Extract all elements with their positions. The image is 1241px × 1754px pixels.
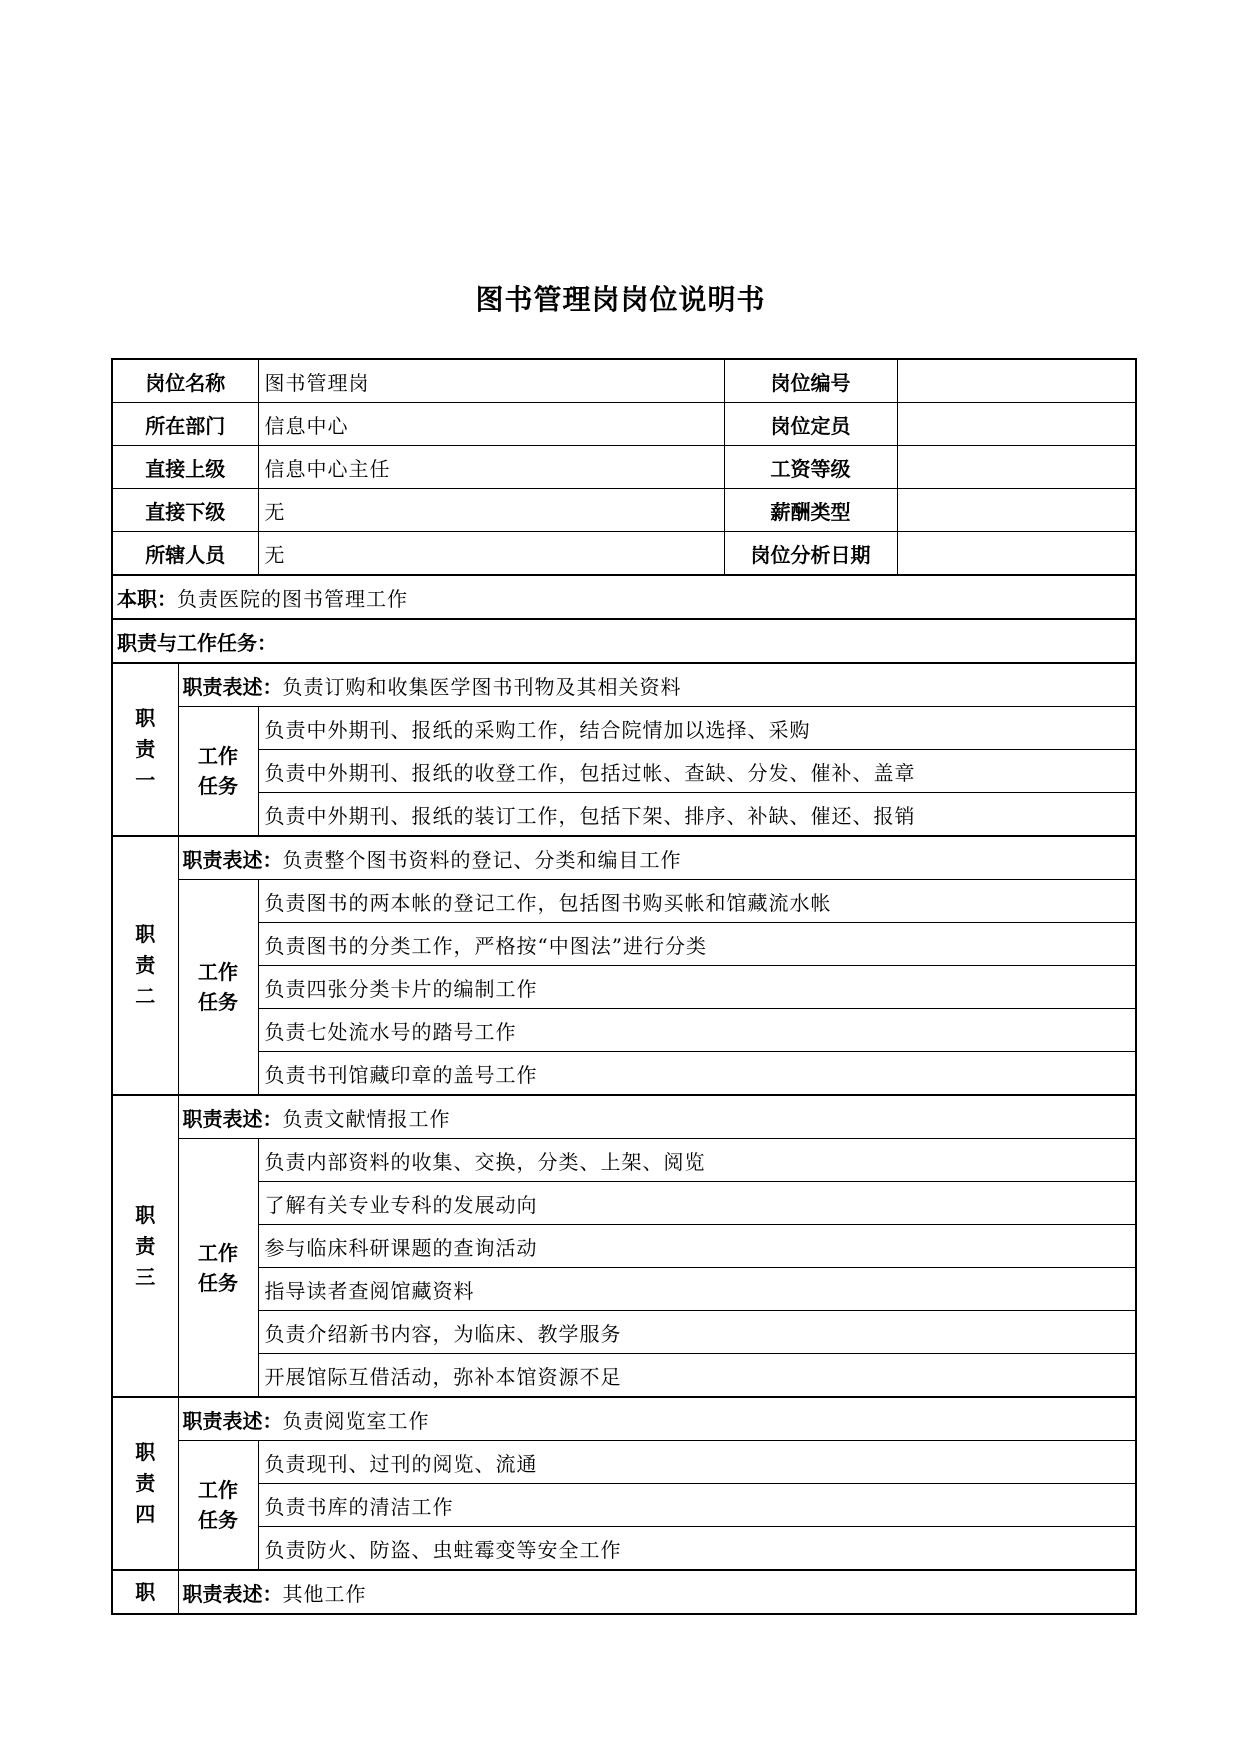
task-row bbox=[112, 750, 1136, 793]
task-row bbox=[112, 1052, 1136, 1096]
task-item: 负责中外期刊、报纸的装订工作，包括下架、排序、补缺、催还、报销 bbox=[258, 793, 1136, 837]
main-duty-value: 负责医院的图书管理工作 bbox=[177, 586, 408, 611]
task-item: 负责图书的两本帐的登记工作，包括图书购买帐和馆藏流水帐 bbox=[258, 880, 1136, 923]
task-row bbox=[112, 880, 1136, 923]
work-task-label-line: 工作 bbox=[198, 960, 238, 984]
task-row bbox=[112, 1225, 1136, 1268]
duty-name-char: 责 bbox=[135, 1233, 156, 1258]
duty-description-label: 职责表述： bbox=[182, 674, 283, 699]
info-label-right: 工资等级 bbox=[724, 446, 897, 489]
work-task-label bbox=[178, 707, 258, 837]
work-task-label-line: 工作 bbox=[198, 1478, 238, 1502]
duty-desc-row bbox=[112, 1570, 1136, 1614]
task-row bbox=[112, 1009, 1136, 1052]
duty-name-char: 责 bbox=[135, 737, 156, 761]
task-item: 负责七处流水号的踏号工作 bbox=[258, 1009, 1136, 1052]
duty-name bbox=[112, 663, 178, 836]
work-task-label-line: 任务 bbox=[198, 1508, 238, 1532]
task-item: 指导读者查阅馆藏资料 bbox=[258, 1268, 1136, 1311]
task-row bbox=[112, 793, 1136, 837]
work-task-label-line: 任务 bbox=[198, 990, 238, 1014]
info-label: 直接下级 bbox=[112, 489, 258, 532]
job-description-table bbox=[111, 358, 1137, 1615]
task-item: 负责内部资料的收集、交换，分类、上架、阅览 bbox=[258, 1139, 1136, 1182]
info-value-right bbox=[897, 359, 1136, 403]
info-row bbox=[112, 446, 1136, 489]
info-label: 所在部门 bbox=[112, 403, 258, 446]
info-label-right: 薪酬类型 bbox=[724, 489, 897, 532]
task-item: 负责中外期刊、报纸的收登工作，包括过帐、查缺、分发、催补、盖章 bbox=[258, 750, 1136, 793]
duties-header-row bbox=[112, 619, 1136, 663]
duty-name-char: 职 bbox=[135, 922, 156, 946]
info-label-right: 岗位定员 bbox=[724, 403, 897, 446]
info-value: 信息中心 bbox=[258, 403, 724, 446]
duty-description-text: 负责订购和收集医学图书刊物及其相关资料 bbox=[282, 674, 682, 699]
duty-description-label: 职责表述： bbox=[182, 1581, 283, 1606]
duty-name-char: 责 bbox=[135, 953, 156, 977]
duty-desc-row bbox=[112, 663, 1136, 707]
document-title: 图书管理岗岗位说明书 bbox=[475, 283, 766, 316]
duty-name-char: 责 bbox=[135, 1471, 156, 1495]
info-label-right: 岗位分析日期 bbox=[724, 532, 897, 576]
duty-description-label: 职责表述： bbox=[182, 847, 283, 872]
work-task-label bbox=[178, 880, 258, 1096]
info-label: 所辖人员 bbox=[112, 532, 258, 576]
duty-description-text: 负责文献情报工作 bbox=[282, 1106, 451, 1131]
work-task-label bbox=[178, 1139, 258, 1398]
info-value-right bbox=[897, 446, 1136, 489]
work-task-label-line: 任务 bbox=[198, 774, 238, 798]
task-item: 负责现刊、过刊的阅览、流通 bbox=[258, 1441, 1136, 1484]
duty-desc-row bbox=[112, 836, 1136, 880]
info-value-right bbox=[897, 403, 1136, 446]
main-duty-row bbox=[112, 575, 1136, 619]
info-value: 信息中心主任 bbox=[258, 446, 724, 489]
main-duty-label: 本职： bbox=[117, 586, 177, 611]
info-value: 无 bbox=[258, 532, 724, 576]
task-row bbox=[112, 1354, 1136, 1398]
info-value-right bbox=[897, 532, 1136, 576]
task-row bbox=[112, 707, 1136, 750]
task-row bbox=[112, 1441, 1136, 1484]
duty-name-char: 一 bbox=[135, 768, 156, 792]
task-item: 负责防火、防盗、虫蛀霉变等安全工作 bbox=[258, 1527, 1136, 1571]
task-item: 负责图书的分类工作，严格按“中图法”进行分类 bbox=[258, 923, 1136, 966]
info-row bbox=[112, 489, 1136, 532]
task-row bbox=[112, 1139, 1136, 1182]
task-item: 负责书刊馆藏印章的盖号工作 bbox=[258, 1052, 1136, 1096]
duty-description bbox=[178, 836, 1136, 880]
task-item: 参与临床科研课题的查询活动 bbox=[258, 1225, 1136, 1268]
info-value-right bbox=[897, 489, 1136, 532]
duty-name bbox=[112, 836, 178, 1095]
duty-description-text: 其他工作 bbox=[282, 1581, 367, 1606]
duty-name-char: 职 bbox=[135, 706, 156, 730]
duty-name-char: 职 bbox=[112, 1570, 178, 1614]
task-row bbox=[112, 1311, 1136, 1354]
duty-description bbox=[178, 1095, 1136, 1139]
duty-name-char: 职 bbox=[135, 1202, 156, 1227]
info-label: 直接上级 bbox=[112, 446, 258, 489]
task-row bbox=[112, 1268, 1136, 1311]
duties-header: 职责与工作任务： bbox=[112, 619, 1136, 663]
duty-name-char: 四 bbox=[135, 1502, 156, 1526]
work-task-label-line: 工作 bbox=[198, 1240, 238, 1265]
task-item: 负责中外期刊、报纸的采购工作，结合院情加以选择、采购 bbox=[258, 707, 1136, 750]
duty-name-char: 三 bbox=[135, 1264, 156, 1289]
duty-description-text: 负责阅览室工作 bbox=[282, 1408, 430, 1433]
info-label: 岗位名称 bbox=[112, 359, 258, 403]
work-task-label-line: 任务 bbox=[198, 1270, 238, 1295]
task-item: 负责书库的清洁工作 bbox=[258, 1484, 1136, 1527]
task-row bbox=[112, 1182, 1136, 1225]
info-label-right: 岗位编号 bbox=[724, 359, 897, 403]
task-row bbox=[112, 1484, 1136, 1527]
work-task-label bbox=[178, 1441, 258, 1571]
duty-name-char: 二 bbox=[135, 984, 156, 1008]
info-row bbox=[112, 532, 1136, 576]
duty-description-text: 负责整个图书资料的登记、分类和编目工作 bbox=[282, 847, 682, 872]
info-row bbox=[112, 403, 1136, 446]
duty-desc-row bbox=[112, 1095, 1136, 1139]
duty-name bbox=[112, 1397, 178, 1570]
task-item: 开展馆际互借活动，弥补本馆资源不足 bbox=[258, 1354, 1136, 1398]
info-value: 图书管理岗 bbox=[258, 359, 724, 403]
duty-description bbox=[178, 1397, 1136, 1441]
info-row bbox=[112, 359, 1136, 403]
task-row bbox=[112, 966, 1136, 1009]
main-duty-cell bbox=[112, 575, 1136, 619]
task-row bbox=[112, 923, 1136, 966]
task-item: 负责介绍新书内容，为临床、教学服务 bbox=[258, 1311, 1136, 1354]
duty-desc-row bbox=[112, 1397, 1136, 1441]
task-item: 负责四张分类卡片的编制工作 bbox=[258, 966, 1136, 1009]
task-item: 了解有关专业专科的发展动向 bbox=[258, 1182, 1136, 1225]
duty-description-label: 职责表述： bbox=[182, 1106, 283, 1131]
info-value: 无 bbox=[258, 489, 724, 532]
duty-description bbox=[178, 663, 1136, 707]
task-row bbox=[112, 1527, 1136, 1571]
duty-description bbox=[178, 1570, 1136, 1614]
work-task-label-line: 工作 bbox=[198, 744, 238, 768]
duty-description-label: 职责表述： bbox=[182, 1408, 283, 1433]
duty-name bbox=[112, 1095, 178, 1397]
duty-name-char: 职 bbox=[135, 1440, 156, 1464]
